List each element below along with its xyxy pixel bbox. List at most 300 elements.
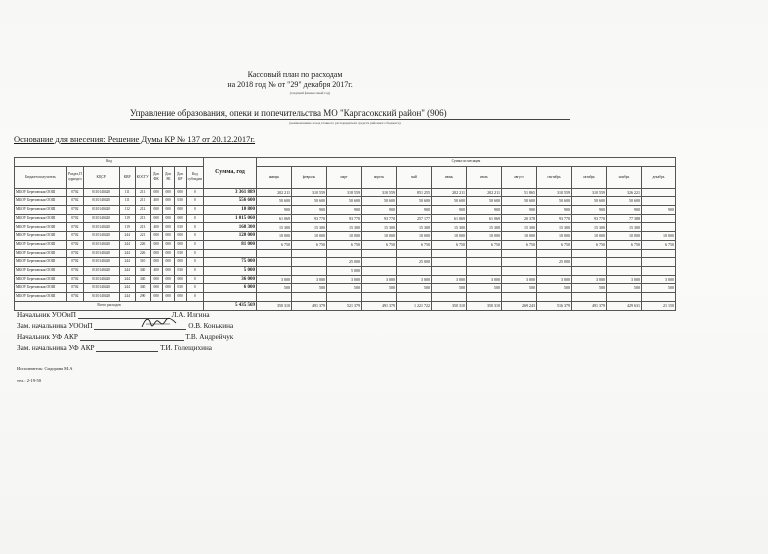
row-ksr: 0110140420: [83, 206, 119, 215]
row-month-value: [256, 249, 291, 258]
table-row: [15, 214, 676, 223]
row-month-value: 61 069: [466, 214, 501, 223]
row-month-value: [361, 266, 396, 275]
row-kosgu: 213: [135, 223, 150, 232]
row-month-value: 6 750: [361, 240, 396, 249]
row-month-value: 25 000: [536, 258, 571, 267]
organization-note: (наименование и код главного распорядителя средств районного бюджета): [289, 121, 401, 125]
row-month-value: 6 750: [326, 240, 361, 249]
row-month-value: [571, 258, 606, 267]
row-target: 0: [186, 188, 203, 197]
row-target: 0: [186, 197, 203, 206]
table-row: [15, 284, 676, 293]
total-month: 1 221 722: [396, 301, 431, 310]
subtitle-note: (текущий финансовый год): [289, 91, 331, 95]
row-month-value: 3 000: [396, 275, 431, 284]
month-header: апрель: [361, 166, 396, 188]
row-sum: 1 015 060: [203, 214, 256, 223]
row-fk: 000: [150, 284, 162, 293]
table-row: [15, 197, 676, 206]
basis-line: Основание для внесения: Решение Думы КР № 137 от 20.12.2017г.: [14, 134, 256, 144]
row-recipient: МБОУ Березовская ООШ: [15, 223, 67, 232]
month-header: март: [326, 166, 361, 188]
row-kvr: 119: [119, 223, 135, 232]
row-month-value: 10 000: [641, 232, 675, 241]
signature-line: [17, 311, 210, 319]
handwritten-signature: [140, 315, 178, 331]
row-month-value: 10 000: [536, 232, 571, 241]
row-month-value: 50 600: [431, 197, 466, 206]
row-target: 0: [186, 249, 203, 258]
row-sum: [203, 292, 256, 301]
row-month-value: 10 000: [396, 232, 431, 241]
row-section: 0702: [67, 292, 84, 301]
table-row: [15, 249, 676, 258]
row-month-value: 51 865: [501, 188, 536, 197]
row-ek: 000: [162, 275, 174, 284]
row-kr: 030: [174, 266, 186, 275]
row-month-value: 3 000: [571, 275, 606, 284]
row-kvr: 244: [119, 292, 135, 301]
row-month-value: [466, 266, 501, 275]
row-month-value: 93 770: [571, 214, 606, 223]
row-ek: 000: [162, 266, 174, 275]
total-month: 521 379: [326, 301, 361, 310]
row-month-value: 500: [431, 284, 466, 293]
row-month-value: 15 300: [256, 223, 291, 232]
row-month-value: 900: [291, 206, 326, 215]
row-fk: 400: [150, 197, 162, 206]
row-month-value: [396, 249, 431, 258]
row-recipient: МБОУ Березовская ООШ: [15, 206, 67, 215]
row-ksr: 0110140420: [83, 249, 119, 258]
row-month-value: 61 069: [256, 214, 291, 223]
row-month-value: 6 750: [536, 240, 571, 249]
month-header: февраль: [291, 166, 326, 188]
row-recipient: МБОУ Березовская ООШ: [15, 249, 67, 258]
row-month-value: [501, 292, 536, 301]
row-kosgu: 211: [135, 188, 150, 197]
row-month-value: 310 559: [571, 188, 606, 197]
row-month-value: 20 378: [501, 214, 536, 223]
row-kvr: 112: [119, 206, 135, 215]
row-month-value: 900: [361, 206, 396, 215]
row-sum: 556 600: [203, 197, 256, 206]
row-kvr: 244: [119, 258, 135, 267]
row-target: 0: [186, 275, 203, 284]
row-kvr: 244: [119, 275, 135, 284]
row-kosgu: 211: [135, 197, 150, 206]
row-sum: 6 000: [203, 284, 256, 293]
fk-header: Доп ФК: [150, 166, 162, 188]
row-kvr: 244: [119, 266, 135, 275]
row-sum: 81 000: [203, 240, 256, 249]
kvr-header: КВР: [119, 166, 135, 188]
row-fk: 000: [150, 258, 162, 267]
row-month-value: [256, 258, 291, 267]
row-month-value: [361, 258, 396, 267]
row-target: 0: [186, 292, 203, 301]
organization-name: Управление образования, опеки и попечительства МО "Каргасокский район" (906): [130, 108, 570, 120]
row-month-value: 3 000: [291, 275, 326, 284]
row-month-value: 50 600: [466, 197, 501, 206]
row-month-value: [641, 188, 675, 197]
row-target: 0: [186, 258, 203, 267]
row-month-value: [431, 258, 466, 267]
total-month: 269 243: [501, 301, 536, 310]
row-target: 0: [186, 223, 203, 232]
row-month-value: 500: [536, 284, 571, 293]
row-month-value: 50 600: [256, 197, 291, 206]
row-month-value: 10 000: [256, 232, 291, 241]
row-month-value: 6 750: [606, 240, 641, 249]
row-month-value: 15 300: [361, 223, 396, 232]
row-kvr: 244: [119, 284, 135, 293]
document-subtitle: на 2018 год № от "29" декабря 2017г.: [227, 80, 353, 89]
row-kr: 000: [174, 275, 186, 284]
row-ksr: 0110140420: [83, 197, 119, 206]
total-label: Всего расходов: [15, 301, 204, 310]
row-month-value: 6 750: [291, 240, 326, 249]
row-month-value: 15 300: [466, 223, 501, 232]
row-section: 0702: [67, 240, 84, 249]
executor-note: Исполнитель: Сидорова М.А: [17, 366, 73, 371]
row-month-value: 257 177: [396, 214, 431, 223]
signature-line: [17, 344, 212, 352]
row-month-value: [641, 249, 675, 258]
table-row: [15, 223, 676, 232]
month-header: август: [501, 166, 536, 188]
row-kr: 030: [174, 197, 186, 206]
row-month-value: [361, 249, 396, 258]
row-month-value: 500: [501, 284, 536, 293]
row-month-value: [571, 266, 606, 275]
month-header: январь: [256, 166, 291, 188]
row-month-value: 900: [256, 206, 291, 215]
row-month-value: 15 300: [536, 223, 571, 232]
row-ek: 000: [162, 240, 174, 249]
row-month-value: 6 750: [641, 240, 675, 249]
row-kosgu: 221: [135, 232, 150, 241]
row-kr: 000: [174, 258, 186, 267]
row-recipient: МБОУ Березовская ООШ: [15, 284, 67, 293]
row-month-value: [606, 258, 641, 267]
row-month-value: [501, 266, 536, 275]
total-month: 350 310: [431, 301, 466, 310]
row-month-value: 15 300: [396, 223, 431, 232]
row-month-value: 326 221: [606, 188, 641, 197]
row-month-value: 500: [256, 284, 291, 293]
row-month-value: 3 000: [641, 275, 675, 284]
table-row: [15, 258, 676, 267]
table-body: [15, 188, 676, 301]
row-target: 0: [186, 266, 203, 275]
row-target: 0: [186, 232, 203, 241]
row-month-value: 10 000: [571, 232, 606, 241]
row-month-value: [641, 292, 675, 301]
row-month-value: 50 600: [361, 197, 396, 206]
row-month-value: 93 770: [291, 214, 326, 223]
row-month-value: [641, 214, 675, 223]
table-row: [15, 292, 676, 301]
row-kr: 000: [174, 206, 186, 215]
row-recipient: МБОУ Березовская ООШ: [15, 232, 67, 241]
row-section: 0702: [67, 275, 84, 284]
row-target: 0: [186, 206, 203, 215]
row-month-value: [466, 292, 501, 301]
row-ek: 000: [162, 197, 174, 206]
row-section: 0702: [67, 266, 84, 275]
total-month: 350 310: [256, 301, 291, 310]
row-month-value: [361, 292, 396, 301]
total-month: 429 631: [606, 301, 641, 310]
row-sum: 120 000: [203, 232, 256, 241]
row-month-value: 500: [466, 284, 501, 293]
row-kosgu: 226: [135, 249, 150, 258]
row-month-value: [466, 258, 501, 267]
row-month-value: [606, 249, 641, 258]
month-header: июль: [466, 166, 501, 188]
target-header: Код субсидии: [186, 166, 203, 188]
signature-line: [17, 322, 233, 330]
row-month-value: 6 750: [431, 240, 466, 249]
row-kr: 000: [174, 232, 186, 241]
row-kr: 000: [174, 292, 186, 301]
row-fk: 000: [150, 188, 162, 197]
row-month-value: 900: [641, 206, 675, 215]
row-kosgu: 340: [135, 275, 150, 284]
row-ksr: 0110140420: [83, 266, 119, 275]
month-header: октябрь: [571, 166, 606, 188]
row-kosgu: 213: [135, 214, 150, 223]
row-sum: 3 361 889: [203, 188, 256, 197]
row-month-value: 3 000: [501, 275, 536, 284]
row-kosgu: 310: [135, 258, 150, 267]
row-month-value: 10 000: [501, 232, 536, 241]
row-kvr: 111: [119, 188, 135, 197]
row-recipient: МБОУ Березовская ООШ: [15, 197, 67, 206]
row-month-value: [291, 266, 326, 275]
row-recipient: МБОУ Березовская ООШ: [15, 266, 67, 275]
row-month-value: 318 559: [326, 188, 361, 197]
row-month-value: [291, 249, 326, 258]
total-month: 491 379: [291, 301, 326, 310]
total-month: 21 150: [641, 301, 675, 310]
total-row: [15, 301, 676, 310]
row-month-value: 6 750: [396, 240, 431, 249]
row-month-value: 10 000: [361, 232, 396, 241]
row-month-value: [431, 249, 466, 258]
row-kvr: 244: [119, 240, 135, 249]
row-month-value: [326, 292, 361, 301]
row-month-value: 10 000: [326, 232, 361, 241]
row-month-value: 10 000: [466, 232, 501, 241]
row-ek: 000: [162, 292, 174, 301]
signature-role: Зам. начальника УООиП: [17, 322, 93, 330]
row-month-value: 3 000: [466, 275, 501, 284]
row-ek: 000: [162, 188, 174, 197]
row-recipient: МБОУ Березовская ООШ: [15, 188, 67, 197]
kr-header: Доп КР: [174, 166, 186, 188]
row-kvr: 111: [119, 197, 135, 206]
row-month-value: 6 750: [501, 240, 536, 249]
row-month-value: 900: [501, 206, 536, 215]
row-kosgu: 340: [135, 266, 150, 275]
row-month-value: 6 750: [256, 240, 291, 249]
signature-name: Т.И. Голещихина: [160, 344, 213, 352]
row-month-value: 25 000: [326, 258, 361, 267]
row-kr: 000: [174, 240, 186, 249]
row-month-value: 851 255: [396, 188, 431, 197]
row-kvr: 244: [119, 232, 135, 241]
row-month-value: 50 600: [291, 197, 326, 206]
row-month-value: 25 000: [396, 258, 431, 267]
cash-plan-table: [14, 157, 676, 311]
row-ek: 000: [162, 232, 174, 241]
row-month-value: 50 600: [326, 197, 361, 206]
row-month-value: [291, 292, 326, 301]
row-month-value: [501, 258, 536, 267]
row-kosgu: 212: [135, 206, 150, 215]
row-fk: 400: [150, 266, 162, 275]
row-month-value: 15 300: [501, 223, 536, 232]
row-month-value: [466, 249, 501, 258]
table-row: [15, 206, 676, 215]
row-sum: 5 000: [203, 266, 256, 275]
row-month-value: [536, 292, 571, 301]
row-kosgu: 290: [135, 292, 150, 301]
row-month-value: [256, 266, 291, 275]
row-month-value: 202 211: [431, 188, 466, 197]
row-recipient: МБОУ Березовская ООШ: [15, 292, 67, 301]
row-ksr: 0110140420: [83, 284, 119, 293]
row-month-value: 50 600: [571, 197, 606, 206]
row-ek: 000: [162, 214, 174, 223]
total-month: 491 379: [571, 301, 606, 310]
row-month-value: 10 000: [291, 232, 326, 241]
row-section: 0702: [67, 223, 84, 232]
row-month-value: [571, 249, 606, 258]
row-month-value: 50 600: [501, 197, 536, 206]
row-month-value: 10 000: [606, 232, 641, 241]
row-month-value: 3 000: [536, 275, 571, 284]
row-month-value: [536, 266, 571, 275]
row-month-value: 202 211: [256, 188, 291, 197]
row-ksr: 0110140420: [83, 275, 119, 284]
signature-name: Т.В. Андрейчук: [185, 333, 234, 341]
row-month-value: 61 069: [431, 214, 466, 223]
row-month-value: 310 559: [536, 188, 571, 197]
row-month-value: 202 211: [466, 188, 501, 197]
row-sum: 36 000: [203, 275, 256, 284]
signature-role: Начальник УООиП: [17, 311, 76, 319]
row-month-value: 900: [396, 206, 431, 215]
row-month-value: 3 000: [431, 275, 466, 284]
row-month-value: 6 750: [466, 240, 501, 249]
row-month-value: [256, 292, 291, 301]
row-month-value: 900: [571, 206, 606, 215]
row-sum: 75 000: [203, 258, 256, 267]
month-header: ноябрь: [606, 166, 641, 188]
row-section: 0702: [67, 284, 84, 293]
code-header: Код: [15, 158, 204, 167]
ksr-header: КЦСР: [83, 166, 119, 188]
row-kr: 000: [174, 188, 186, 197]
row-month-value: 93 770: [361, 214, 396, 223]
row-month-value: 15 300: [291, 223, 326, 232]
section-header: Раздел,П одраздел: [67, 166, 84, 188]
row-fk: 000: [150, 292, 162, 301]
row-target: 0: [186, 240, 203, 249]
row-ek: 000: [162, 258, 174, 267]
signature-name: О.В. Конькина: [188, 322, 234, 330]
table-row: [15, 188, 676, 197]
row-month-value: [641, 197, 675, 206]
row-month-value: 93 770: [536, 214, 571, 223]
row-kr: 000: [174, 214, 186, 223]
row-month-value: 6 750: [571, 240, 606, 249]
row-month-value: 15 300: [326, 223, 361, 232]
row-month-value: 3 000: [361, 275, 396, 284]
row-section: 0702: [67, 188, 84, 197]
total-month: 350 310: [466, 301, 501, 310]
total-sum: 5 435 569: [203, 301, 256, 310]
phone-note: тел.: 2-19-50: [17, 378, 41, 383]
row-month-value: [641, 258, 675, 267]
row-month-value: 900: [431, 206, 466, 215]
row-month-value: [606, 292, 641, 301]
row-section: 0702: [67, 197, 84, 206]
table-row: [15, 275, 676, 284]
row-ek: 000: [162, 249, 174, 258]
row-section: 0702: [67, 206, 84, 215]
row-month-value: 50 600: [536, 197, 571, 206]
row-fk: 000: [150, 240, 162, 249]
row-month-value: [431, 266, 466, 275]
kosgu-header: КОСГУ: [135, 166, 150, 188]
row-month-value: 50 600: [606, 197, 641, 206]
row-month-value: 500: [396, 284, 431, 293]
total-month: 516 379: [536, 301, 571, 310]
row-month-value: [536, 249, 571, 258]
row-target: 0: [186, 214, 203, 223]
row-month-value: 50 600: [396, 197, 431, 206]
row-kr: 030: [174, 223, 186, 232]
row-month-value: [606, 266, 641, 275]
row-month-value: 500: [571, 284, 606, 293]
month-header: сентябрь: [536, 166, 571, 188]
row-month-value: 3 000: [256, 275, 291, 284]
month-header: июнь: [431, 166, 466, 188]
row-fk: 000: [150, 232, 162, 241]
row-month-value: [571, 292, 606, 301]
sum-year-header: Сумма, год: [203, 158, 256, 189]
row-fk: 000: [150, 206, 162, 215]
row-month-value: 900: [536, 206, 571, 215]
row-month-value: [396, 292, 431, 301]
row-month-value: 500: [291, 284, 326, 293]
row-ksr: 0110140420: [83, 292, 119, 301]
row-month-value: [501, 249, 536, 258]
row-month-value: 900: [326, 206, 361, 215]
row-month-value: 10 000: [431, 232, 466, 241]
row-kosgu: 340: [135, 284, 150, 293]
row-ek: 000: [162, 284, 174, 293]
row-month-value: [431, 292, 466, 301]
row-month-value: 500: [326, 284, 361, 293]
row-month-value: 3 000: [606, 275, 641, 284]
row-ksr: 0110140420: [83, 240, 119, 249]
